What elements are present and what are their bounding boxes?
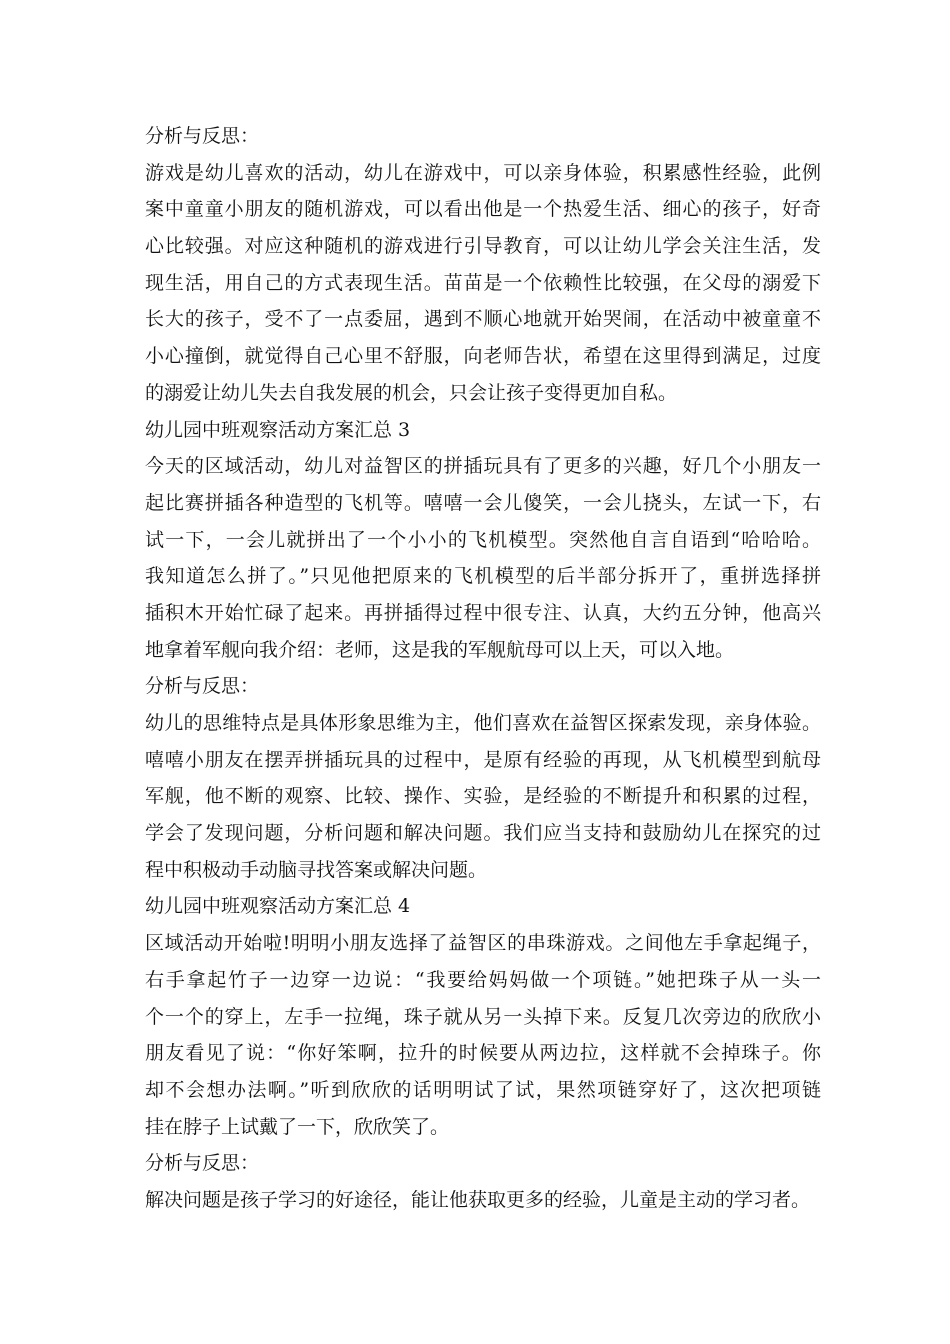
paragraph-line: 插积木开始忙碌了起来。再拼插得过程中很专注、认真，大约五分钟，他高兴 — [145, 601, 821, 624]
heading-text: 幼儿园中班观察活动方案汇总 3 — [145, 418, 411, 441]
paragraph-line: 今天的区域活动，幼儿对益智区的拼插玩具有了更多的兴趣，好几个小朋友一 — [145, 455, 821, 478]
section-heading — [145, 118, 821, 155]
paragraph-line: 游戏是幼儿喜欢的活动，幼儿在游戏中，可以亲身体验，积累感性经验，此例 — [145, 161, 821, 184]
paragraph-line: 小心撞倒，就觉得自己心里不舒服，向老师告状，希望在这里得到满足，过度 — [145, 345, 821, 368]
paragraph-line: 试一下，一会儿就拼出了一个小小的飞机模型。突然他自言自语到“哈哈哈。 — [145, 528, 821, 551]
heading-text: 幼儿园中班观察活动方案汇总 4 — [145, 895, 411, 918]
paragraph-line: 朋友看见了说：“你好笨啊，拉升的时候要从两边拉，这样就不会掉珠子。你 — [145, 1042, 821, 1065]
section-heading — [145, 1145, 821, 1182]
paragraph-line: 嘻嘻小朋友在摆弄拼插玩具的过程中，是原有经验的再现，从飞机模型到航母 — [145, 748, 821, 771]
paragraph-line: 长大的孩子，受不了一点委屈，遇到不顺心地就开始哭闹，在活动中被童童不 — [145, 308, 821, 331]
paragraph — [145, 155, 821, 412]
paragraph-line: 案中童童小朋友的随机游戏，可以看出他是一个热爱生活、细心的孩子，好奇 — [145, 198, 821, 221]
paragraph-line: 现生活，用自己的方式表现生活。苗苗是一个依赖性比较强，在父母的溺爱下 — [145, 271, 821, 294]
paragraph-line: 程中积极动手动脑寻找答案或解决问题。 — [145, 858, 488, 881]
paragraph — [145, 448, 821, 668]
paragraph-line: 区域活动开始啦!明明小朋友选择了益智区的串珠游戏。之间他左手拿起绳子， — [145, 932, 821, 955]
paragraph-line: 地拿着军舰向我介绍：老师，这是我的军舰航母可以上天，可以入地。 — [145, 638, 735, 661]
paragraph-line: 幼儿的思维特点是具体形象思维为主，他们喜欢在益智区探索发现，亲身体验。 — [145, 712, 821, 734]
section-heading — [145, 668, 821, 705]
paragraph-line: 却不会想办法啊。”听到欣欣的话明明试了试，果然项链穿好了，这次把项链 — [145, 1078, 821, 1101]
paragraph-line: 军舰，他不断的观察、比较、操作、实验，是经验的不断提升和积累的过程， — [145, 785, 821, 808]
paragraph-line: 起比赛拼插各种造型的飞机等。嘻嘻一会儿傻笑，一会儿挠头，左试一下，右 — [145, 491, 821, 514]
paragraph — [145, 705, 821, 888]
paragraph-line: 右手拿起竹子一边穿一边说：“我要给妈妈做一个项链。”她把珠子从一头一 — [145, 968, 821, 991]
paragraph-line: 学会了发现问题，分析问题和解决问题。我们应当支持和鼓励幼儿在探究的过 — [145, 822, 821, 845]
paragraph — [145, 1182, 821, 1219]
paragraph-line: 的溺爱让幼儿失去自我发展的机会，只会让孩子变得更加自私。 — [145, 381, 678, 404]
section-heading — [145, 888, 821, 925]
paragraph-line: 解决问题是孩子学习的好途径，能让他获取更多的经验，儿童是主动的学习者。 — [145, 1188, 811, 1211]
paragraph-line: 心比较强。对应这种随机的游戏进行引导教育，可以让幼儿学会关注生活，发 — [145, 235, 821, 258]
heading-text: 分析与反思： — [145, 125, 260, 147]
document-body — [145, 118, 821, 1219]
paragraph-line: 挂在脖子上试戴了一下，欣欣笑了。 — [145, 1115, 450, 1138]
paragraph-line: 我知道怎么拼了。”只见他把原来的飞机模型的后半部分拆开了，重拼选择拼 — [145, 565, 821, 588]
paragraph-line: 个一个的穿上，左手一拉绳，珠子就从另一头掉下来。反复几次旁边的欣欣小 — [145, 1005, 821, 1028]
paragraph — [145, 925, 821, 1145]
heading-text: 分析与反思： — [145, 1152, 260, 1175]
section-heading — [145, 412, 821, 449]
heading-text: 分析与反思： — [145, 675, 260, 698]
